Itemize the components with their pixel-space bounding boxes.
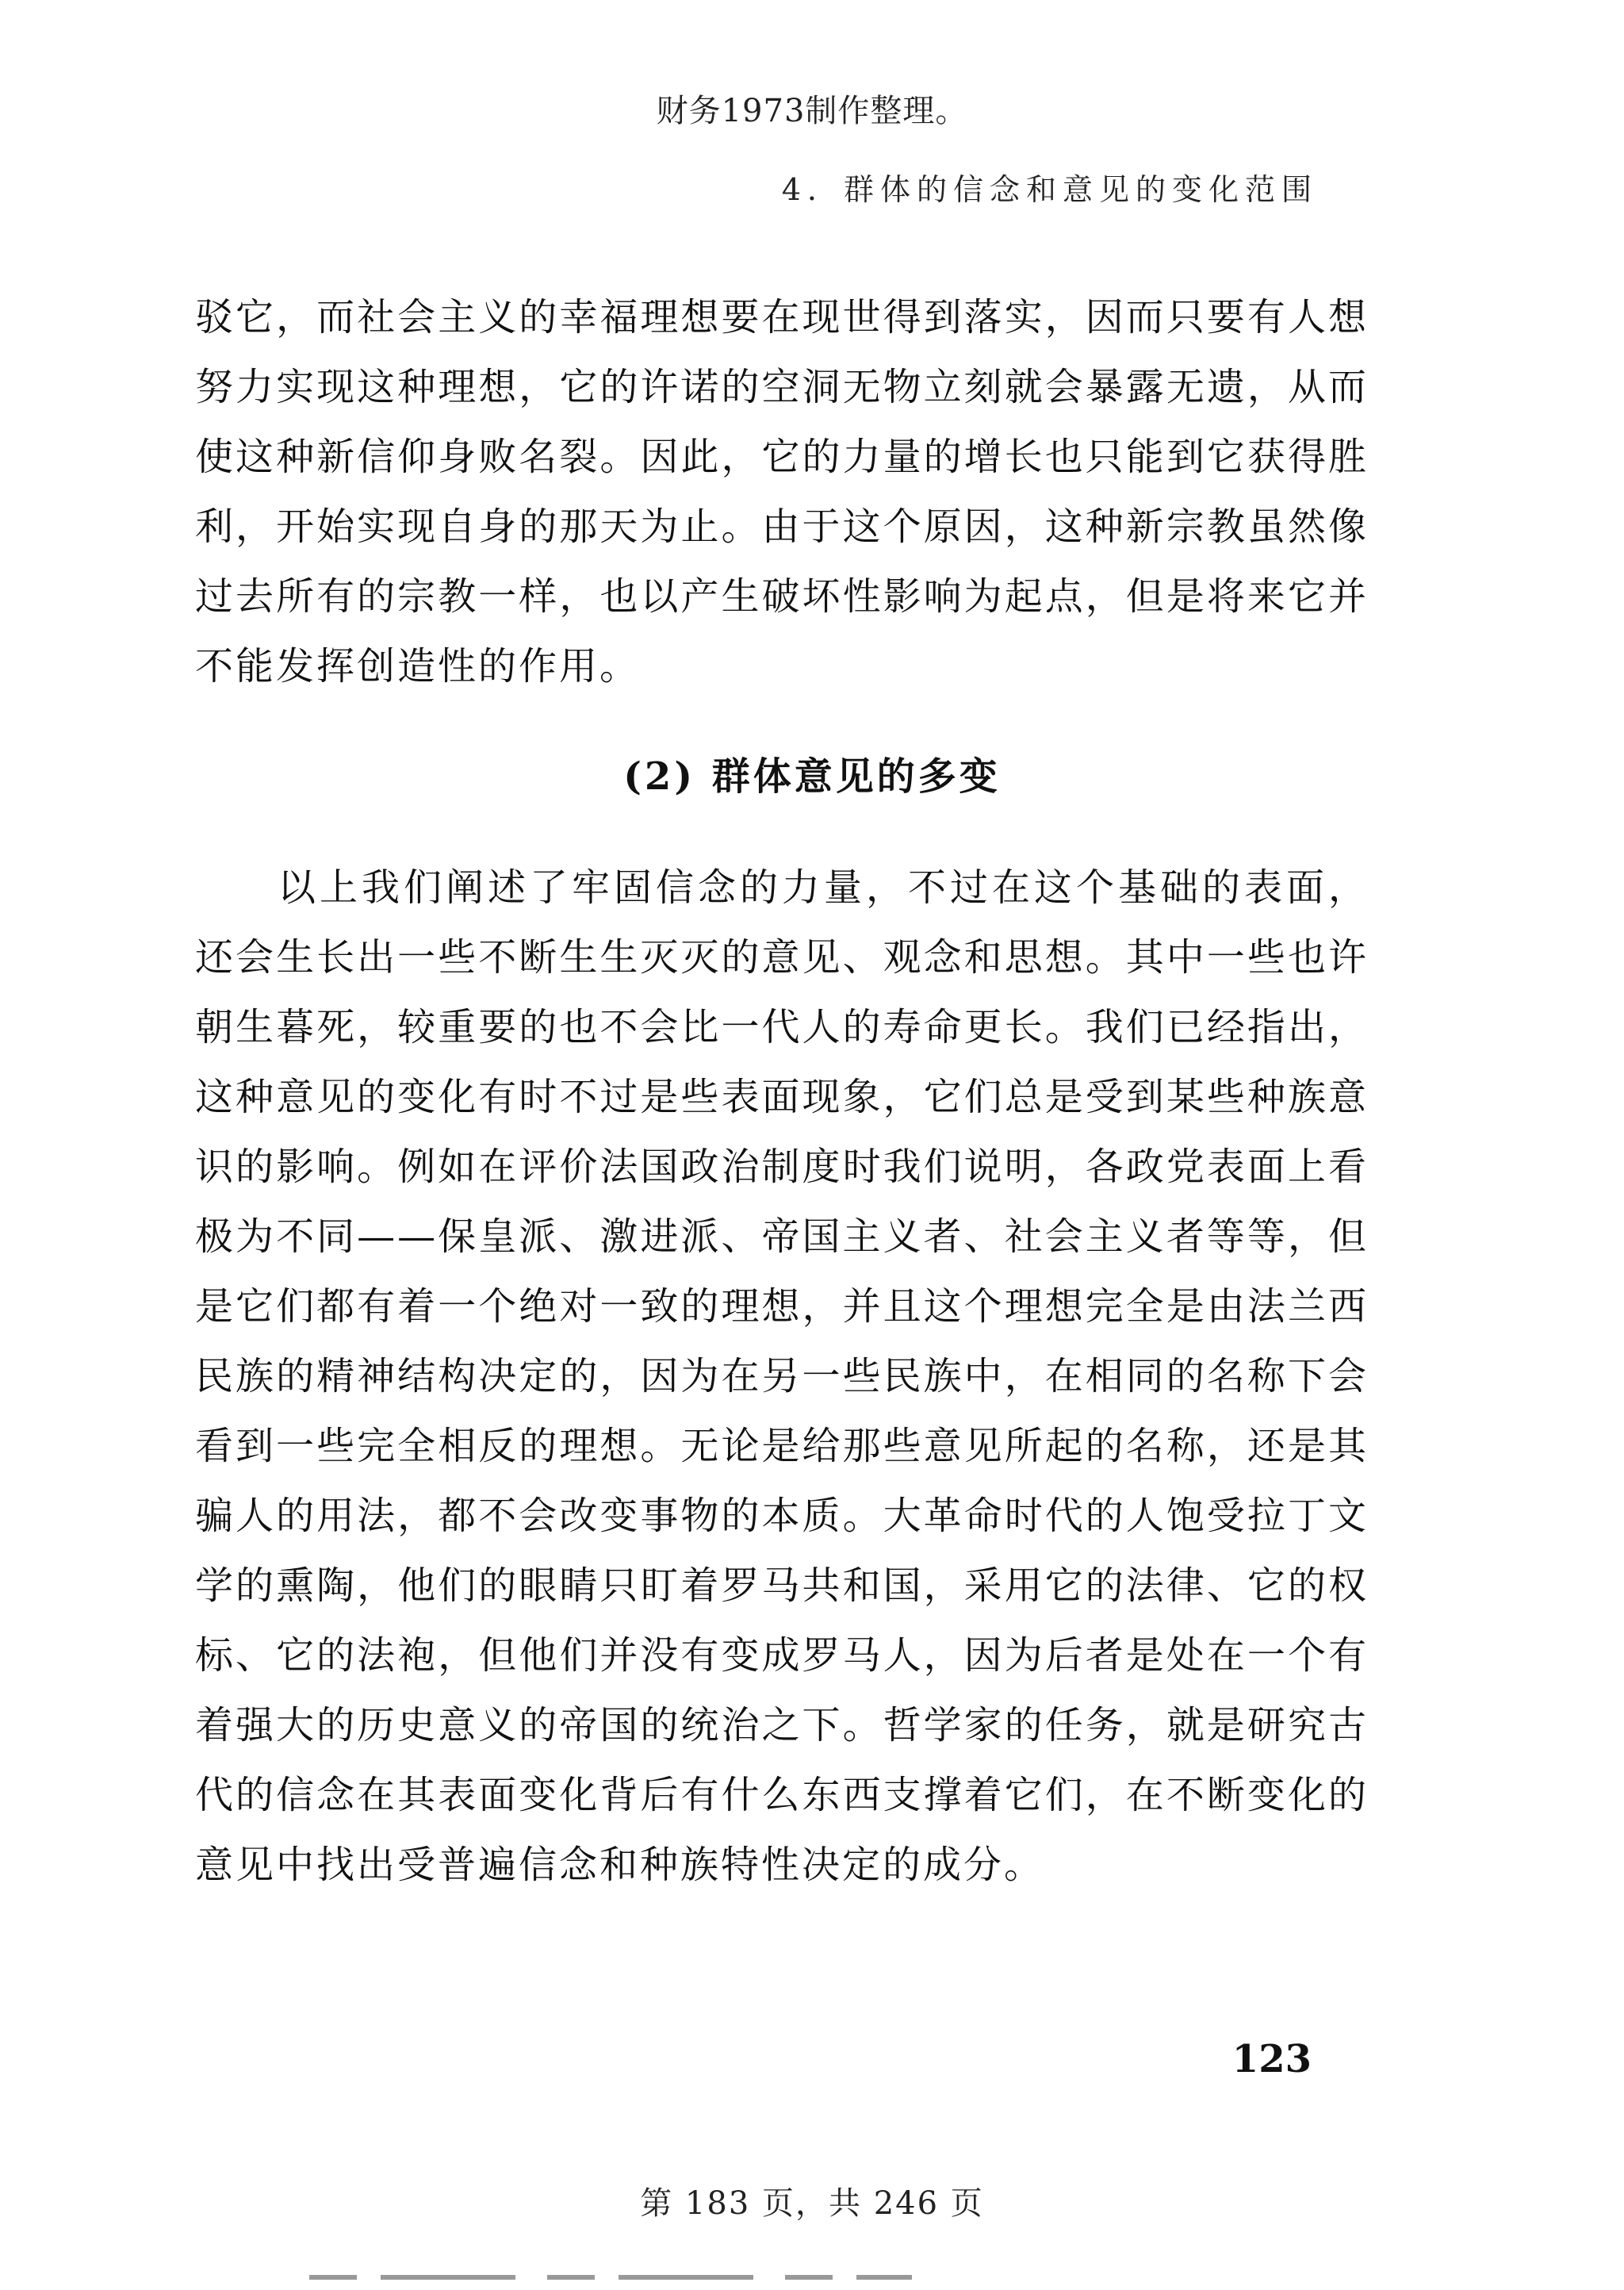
page-number: 123 bbox=[1231, 2037, 1312, 2081]
running-head: 4．群体的信念和意见的变化范围 bbox=[781, 172, 1318, 207]
body-block-1 bbox=[195, 282, 1369, 701]
page-counter: 第 183 页，共 246 页 bbox=[640, 2185, 984, 2222]
body-block-2 bbox=[195, 853, 1369, 1900]
section-heading: (2) 群体意见的多变 bbox=[623, 754, 1001, 799]
paragraph-2: 以上我们阐述了牢固信念的力量，不过在这个基础的表面，还会生长出一些不断生生灭灭的意见、观念和思想。其中一些也许朝生暮死，较重要的也不会比一代人的寿命更长。我们已经指出，这种意见的变化有时不过是些表面现象，它们总是受到某些种族意识的影响。例如在评价法国政治制度时我们说明，各政党表面上看极为不同——保皇派、激进派、帝国主义者、社会主义者等等，但是它们都有着一个绝对一致的理想，并且这个理想完全是由法兰西民族的精神结构决定的，因为在另一些民族中，在相同的名称下会看到一些完全相反的理想。无论是给那些意见所起的名称，还是其骗人的用法，都不会改变事物的本质。大革命时代的人饱受拉丁文学的熏陶，他们的眼睛只盯着罗马共和国，采用它的法律、它的权标、它的法袍，但他们并没有变成罗马人，因为后者是处在一个有着强大的历史意义的帝国的统治之下。哲学家的任务，就是研究古代的信念在其表面变化背后有什么东西支撑着它们，在不断变化的意见中找出受普遍信念和种族特性决定的成分。 bbox=[195, 865, 1369, 1887]
scan-artifact-line bbox=[309, 2275, 912, 2280]
watermark-text: 财务1973制作整理。 bbox=[656, 93, 968, 129]
paragraph-1: 驳它，而社会主义的幸福理想要在现世得到落实，因而只要有人想努力实现这种理想，它的许诺的空洞无物立刻就会暴露无遗，从而使这种新信仰身败名裂。因此，它的力量的增长也只能到它获得胜利，开始实现自身的那天为止。由于这个原因，这种新宗教虽然像过去所有的宗教一样，也以产生破坏性影响为起点，但是将来它并不能发挥创造性的作用。 bbox=[195, 295, 1369, 689]
